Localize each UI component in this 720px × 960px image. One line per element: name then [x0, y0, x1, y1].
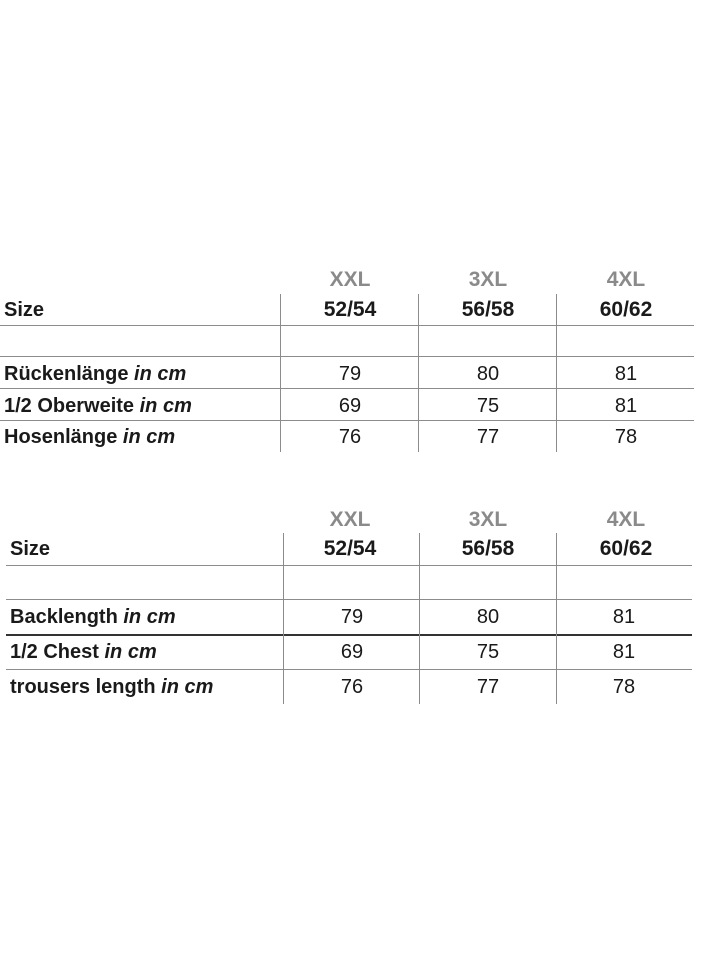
column-divider [556, 294, 557, 452]
table-cell: 75 [476, 641, 500, 663]
table-rule [0, 356, 694, 357]
column-size-xxl: XXL [329, 508, 371, 531]
row-label: Backlength in cm [10, 606, 176, 628]
row-label: Rückenlänge in cm [4, 363, 187, 385]
column-eu-size: 52/54 [323, 298, 377, 321]
column-divider [283, 533, 284, 704]
column-size-4xl: 4XL [606, 508, 646, 531]
table-cell: 77 [476, 426, 500, 448]
column-eu-size: 60/62 [599, 537, 653, 560]
table-cell: 81 [614, 363, 638, 385]
column-divider [556, 533, 557, 704]
table-cell: 76 [340, 676, 364, 698]
column-size-3xl: 3XL [468, 508, 508, 531]
row-label: 1/2 Chest in cm [10, 641, 157, 663]
table-rule [6, 669, 692, 670]
table-cell: 79 [338, 363, 362, 385]
column-eu-size: 56/58 [461, 537, 515, 560]
table-rule [6, 634, 692, 636]
column-size-4xl: 4XL [606, 268, 646, 291]
table-cell: 76 [338, 426, 362, 448]
table-cell: 69 [338, 395, 362, 417]
table-cell: 69 [340, 641, 364, 663]
table-rule [0, 420, 694, 421]
table-cell: 78 [614, 426, 638, 448]
table-cell: 81 [614, 395, 638, 417]
table-cell: 79 [340, 606, 364, 628]
table-rule [6, 599, 692, 600]
row-label: Hosenlänge in cm [4, 426, 176, 448]
column-divider [419, 533, 420, 704]
table-cell: 77 [476, 676, 500, 698]
column-divider [418, 294, 419, 452]
table-cell: 81 [612, 606, 636, 628]
column-eu-size: 56/58 [461, 298, 515, 321]
table-cell: 80 [476, 606, 500, 628]
table-rule [0, 325, 694, 326]
table-rule [6, 565, 692, 566]
size-row-label: Size [4, 299, 45, 321]
table-rule [0, 388, 694, 389]
column-size-xxl: XXL [329, 268, 371, 291]
size-row-label: Size [10, 538, 51, 560]
row-label: trousers length in cm [10, 676, 214, 698]
column-size-3xl: 3XL [468, 268, 508, 291]
table-cell: 81 [612, 641, 636, 663]
row-label: 1/2 Oberweite in cm [4, 395, 192, 417]
table-cell: 80 [476, 363, 500, 385]
table-cell: 75 [476, 395, 500, 417]
column-divider [280, 294, 281, 452]
column-eu-size: 52/54 [323, 537, 377, 560]
table-cell: 78 [612, 676, 636, 698]
column-eu-size: 60/62 [599, 298, 653, 321]
